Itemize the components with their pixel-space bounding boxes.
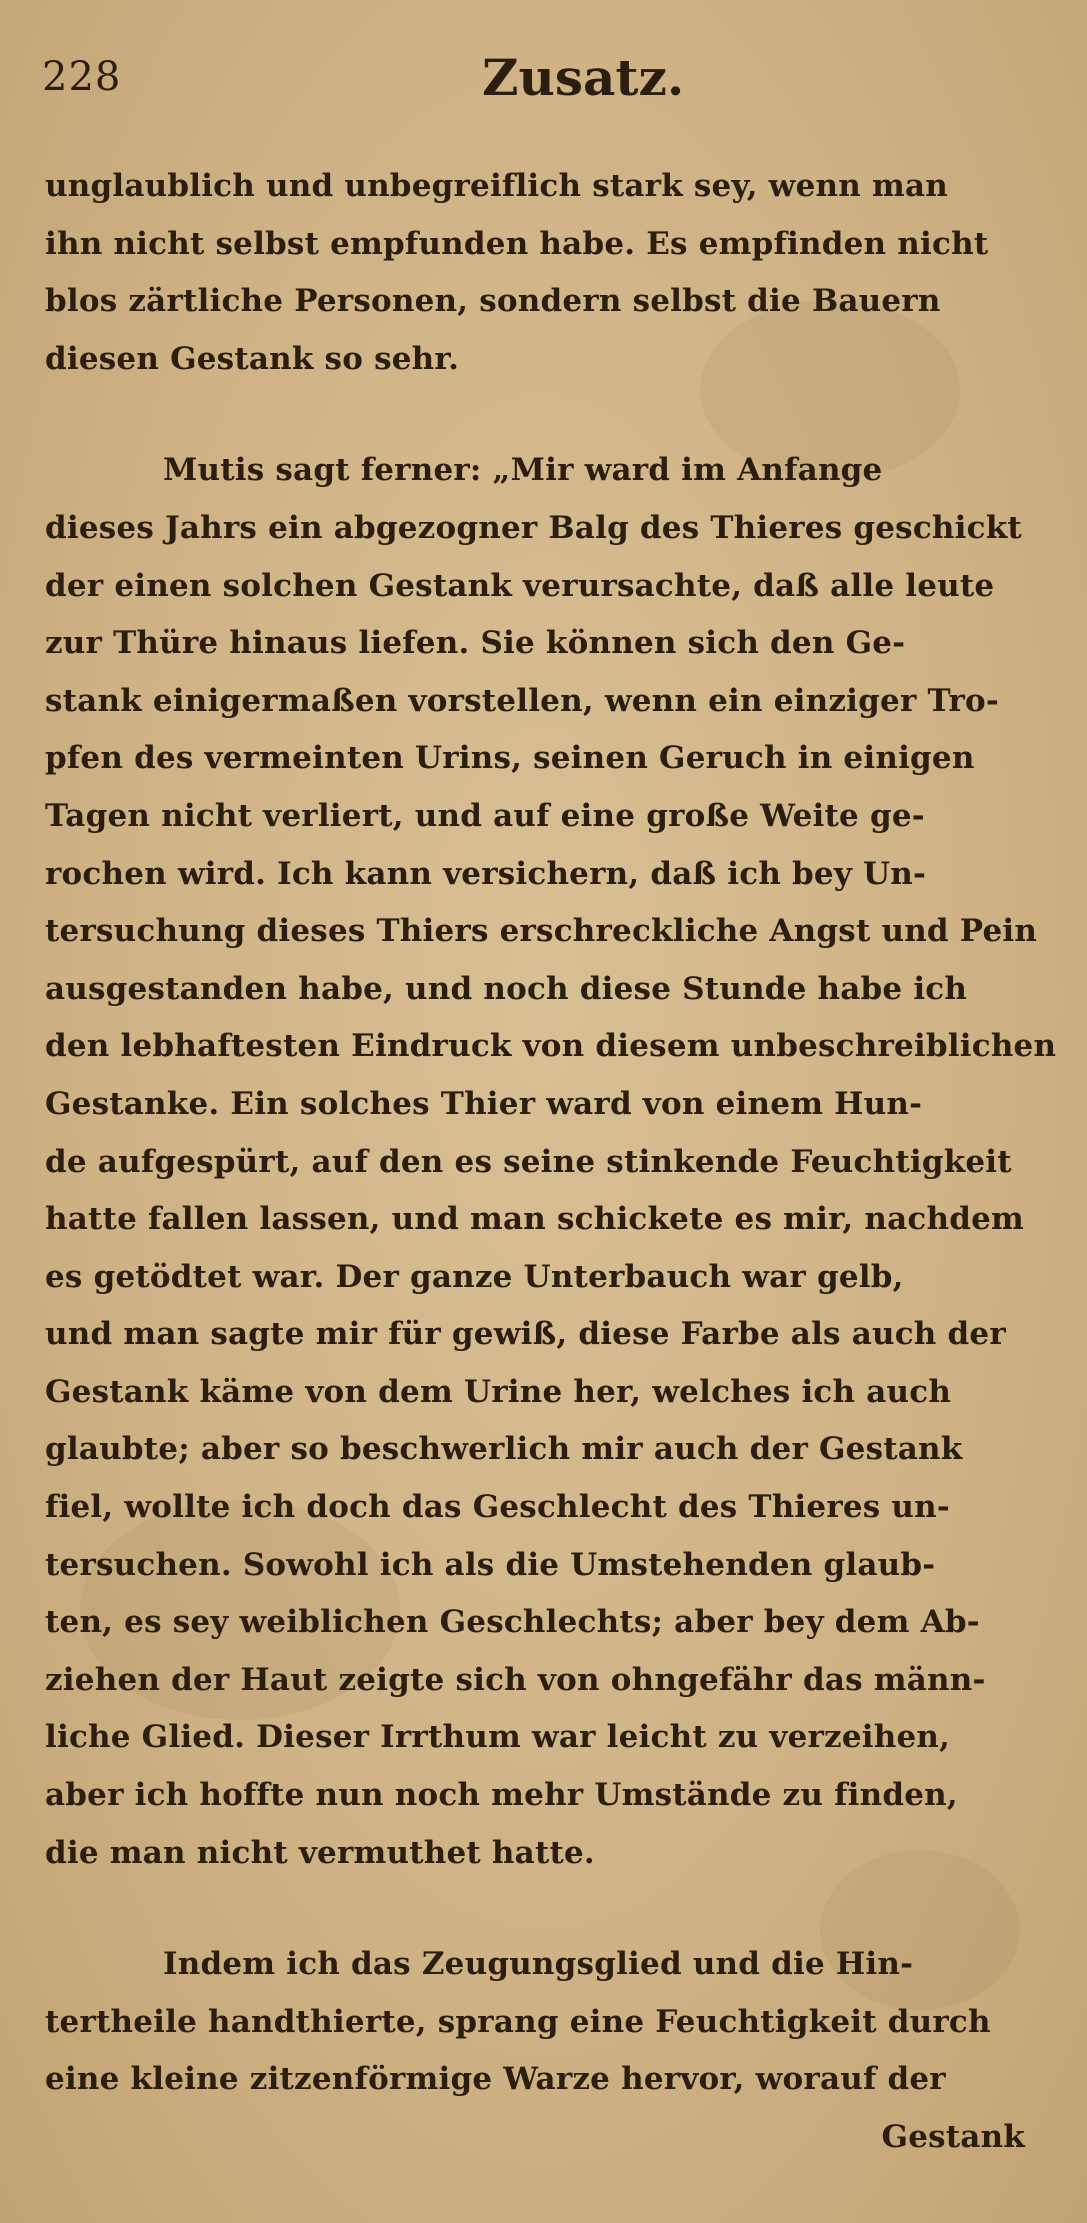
catchword: Gestank	[881, 2119, 1025, 2155]
text-line: de aufgespürt, auf den es seine stinkende Feuchtigkeit	[45, 1143, 1012, 1180]
text-line: rochen wird. Ich kann versichern, daß ich bey Un-	[45, 855, 927, 892]
text-line: liche Glied. Dieser Irrthum war leicht zu verzeihen,	[45, 1719, 951, 1756]
text-line: Gestank käme von dem Urine her, welches ich auch	[45, 1373, 952, 1410]
text-line: dieses Jahrs ein abgezogner Balg des Thieres geschickt	[45, 509, 1022, 546]
text-line: die man nicht vermuthet hatte.	[45, 1834, 595, 1871]
text-line: Indem ich das Zeugungsglied und die Hin-	[163, 1946, 914, 1983]
running-head: Zusatz.	[482, 48, 685, 107]
text-line: diesen Gestank so sehr.	[45, 340, 460, 377]
text-line: ihn nicht selbst empfunden habe. Es empfinden nicht	[45, 225, 989, 262]
text-line: tersuchen. Sowohl ich als die Umstehenden glaub-	[45, 1546, 936, 1583]
text-line: ten, es sey weiblichen Geschlechts; aber bey dem Ab-	[45, 1604, 980, 1641]
paragraph	[45, 158, 1055, 388]
text-line: es getödtet war. Der ganze Unterbauch war gelb,	[45, 1258, 904, 1295]
text-line: hatte fallen lassen, und man schickete es mir, nachdem	[45, 1201, 1024, 1238]
text-line: tersuchung dieses Thiers erschreckliche Angst und Pein	[45, 913, 1038, 950]
text-line: und man sagte mir für gewiß, diese Farbe als auch der	[45, 1316, 1006, 1353]
text-line: eine kleine zitzenförmige Warze hervor, worauf der	[45, 2061, 946, 2098]
text-line: tertheile handthierte, sprang eine Feuchtigkeit durch	[45, 2003, 991, 2040]
body-text	[45, 158, 1055, 2167]
text-line: blos zärtliche Personen, sondern selbst die Bauern	[45, 283, 941, 320]
page-number: 228	[42, 54, 122, 100]
paragraph	[45, 1936, 1055, 2109]
text-line: ausgestanden habe, und noch diese Stunde habe ich	[45, 970, 968, 1007]
text-line: Gestanke. Ein solches Thier ward von einem Hun-	[45, 1085, 923, 1122]
text-line: aber ich hoffte nun noch mehr Umstände zu finden,	[45, 1777, 958, 1814]
text-line: Mutis sagt ferner: „Mir ward im Anfange	[163, 452, 883, 489]
paragraph	[45, 442, 1055, 1882]
text-line: pfen des vermeinten Urins, seinen Geruch in einigen	[45, 740, 975, 777]
text-line: fiel, wollte ich doch das Geschlecht des Thieres un-	[45, 1489, 950, 1526]
text-line: Tagen nicht verliert, und auf eine große Weite ge-	[45, 797, 925, 834]
page-header	[42, 48, 1042, 118]
text-line: unglaublich und unbegreiflich stark sey, wenn man	[45, 168, 948, 204]
text-line: stank einigermaßen vorstellen, wenn ein einziger Tro-	[45, 682, 999, 719]
text-line: zur Thüre hinaus liefen. Sie können sich den Ge-	[45, 625, 906, 662]
text-line: ziehen der Haut zeigte sich von ohngefähr das männ-	[45, 1661, 986, 1698]
text-line: der einen solchen Gestank verursachte, daß alle leute	[45, 567, 995, 604]
text-line: den lebhaftesten Eindruck von diesem unbeschreiblichen	[45, 1028, 1057, 1065]
text-line: glaubte; aber so beschwerlich mir auch der Gestank	[45, 1431, 963, 1468]
